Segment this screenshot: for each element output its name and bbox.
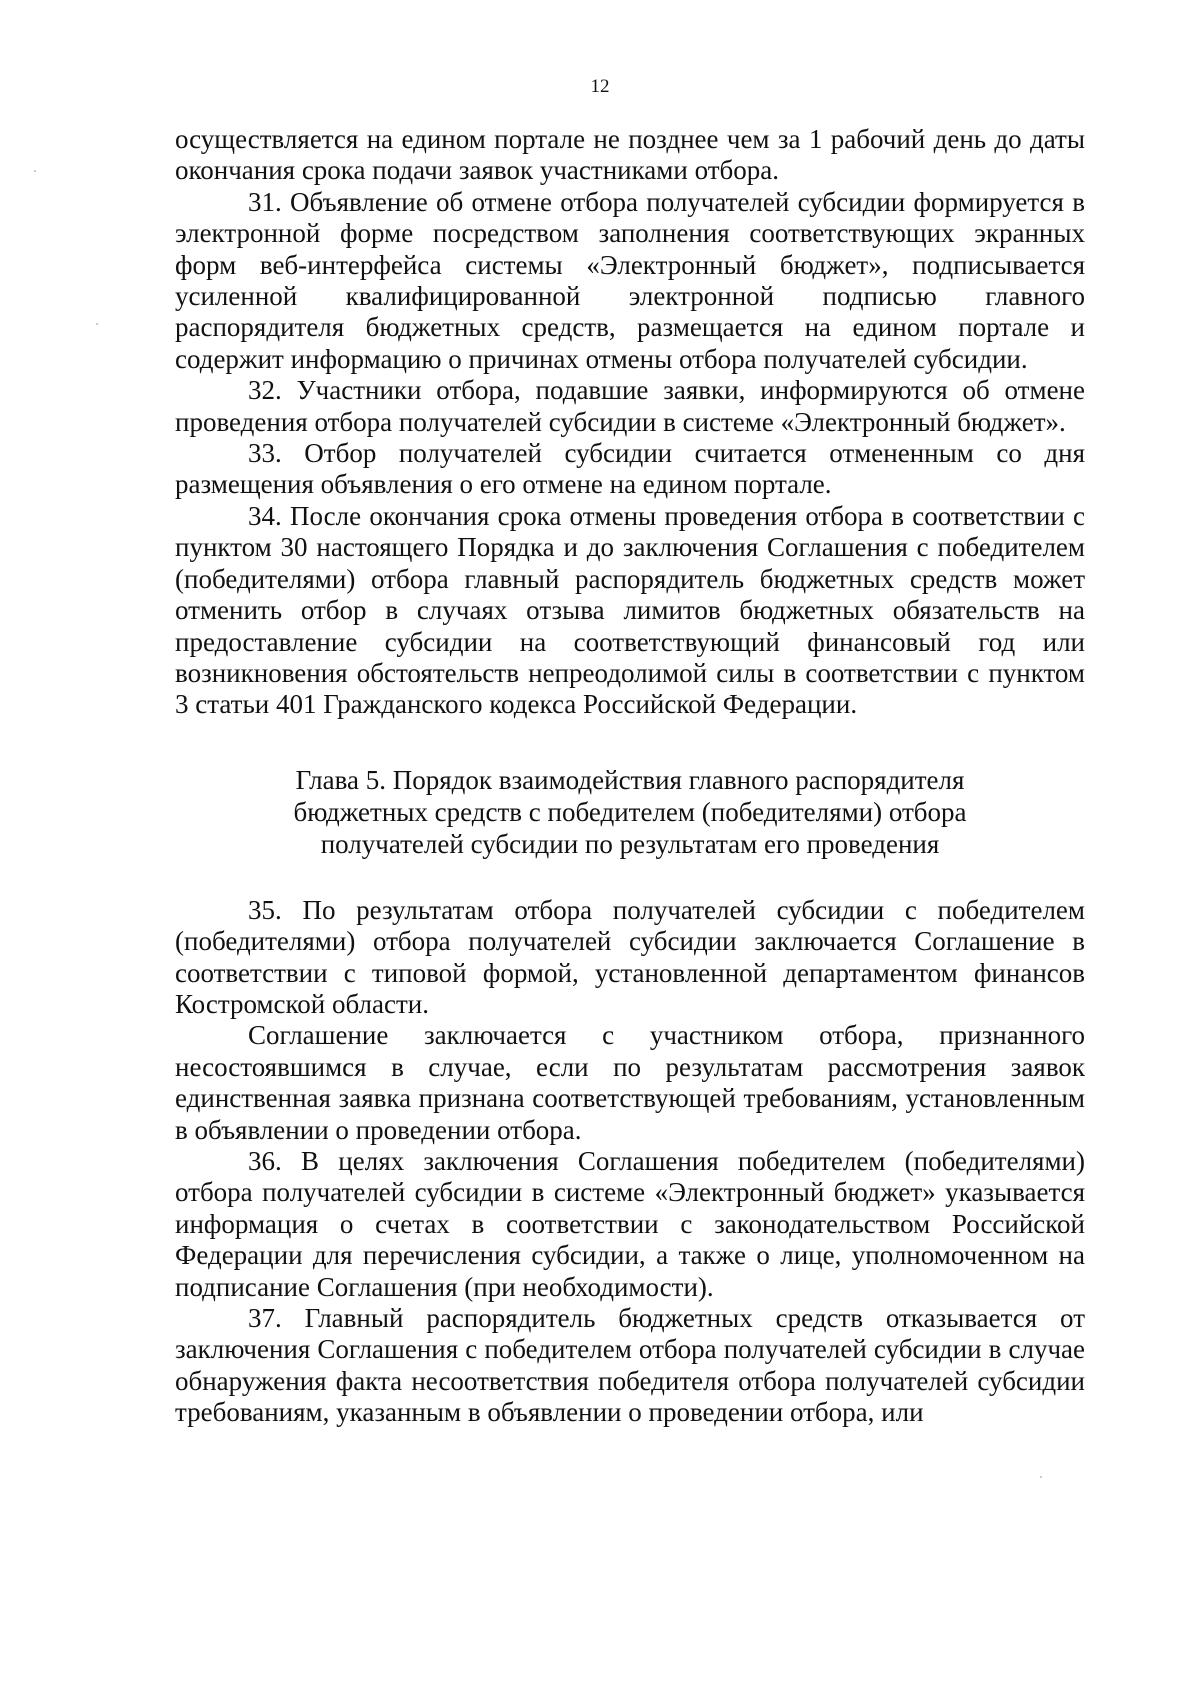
paragraph-31: 31. Объявление об отмене отбора получателей субсидии формируется в электронной форме посредством заполнения соответствующих экранных форм веб-интерфейса системы «Электронный бюджет», подписывается усиленной квалифицированной электронной подписью главного распорядителя бюджетных средств, размещается на едином портале и содержит информацию о причинах отмены отбора получателей субсидии. [175,186,1085,374]
paragraph-continuation: осуществляется на едином портале не позднее чем за 1 рабочий день до даты окончания срока подачи заявок участниками отбора. [175,124,1085,186]
paragraph-36: 36. В целях заключения Соглашения победителем (победителями) отбора получателей субсидии в системе «Электронный бюджет» указывается информация о счетах в соответствии с законодательством Российской Федерации для перечисления субсидии, а также о лице, уполномоченном на подписание Соглашения (при необходимости). [175,1145,1085,1302]
scan-speck [1040,1476,1042,1478]
chapter-heading-line: бюджетных средств с победителем (победителями) отбора [293,796,967,827]
chapter-heading-line: Глава 5. Порядок взаимодействия главного распорядителя [295,764,965,795]
paragraph-35-agreement: Соглашение заключается с участником отбора, признанного несостоявшимся в случае, если по результатам рассмотрения заявок единственная заявка признана соответствующей требованиям, установленным в объявлении о проведении отбора. [175,1020,1085,1145]
paragraph-34: 34. После окончания срока отмены проведения отбора в соответствии с пунктом 30 настоящего Порядка и до заключения Соглашения с победителем (победителями) отбора главный распорядитель бюджетных средств может отменить отбор в случаях отзыва лимитов бюджетных обязательств на предоставление субсидии на соответствующий финансовый год или возникновения обстоятельств непреодолимой силы в соответствии с пунктом 3 статьи 401 Гражданского кодекса Российской Федерации. [175,500,1085,720]
chapter-heading-line: получателей субсидии по результатам его проведения [320,828,940,859]
paragraph-32: 32. Участники отбора, подавшие заявки, информируются об отмене проведения отбора получателей субсидии в системе «Электронный бюджет». [175,375,1085,437]
chapter-heading [235,764,1025,860]
paragraph-35: 35. По результатам отбора получателей субсидии с победителем (победителями) отбора получателей субсидии заключается Соглашение в соответствии с типовой формой, установленной департаментом финансов Костромской области. [175,894,1085,1019]
document-body [175,124,1085,1429]
scan-speck [96,323,98,325]
paragraph-33: 33. Отбор получателей субсидии считается отмененным со дня размещения объявления о его отмене на едином портале. [175,438,1085,500]
paragraph-37: 37. Главный распорядитель бюджетных средств отказывается от заключения Соглашения с победителем отбора получателей субсидии в случае обнаружения факта несоответствия победителя отбора получателей субсидии требованиям, указанным в объявлении о проведении отбора, или [175,1303,1085,1428]
page-number: 12 [590,76,610,97]
scan-speck [34,170,36,172]
